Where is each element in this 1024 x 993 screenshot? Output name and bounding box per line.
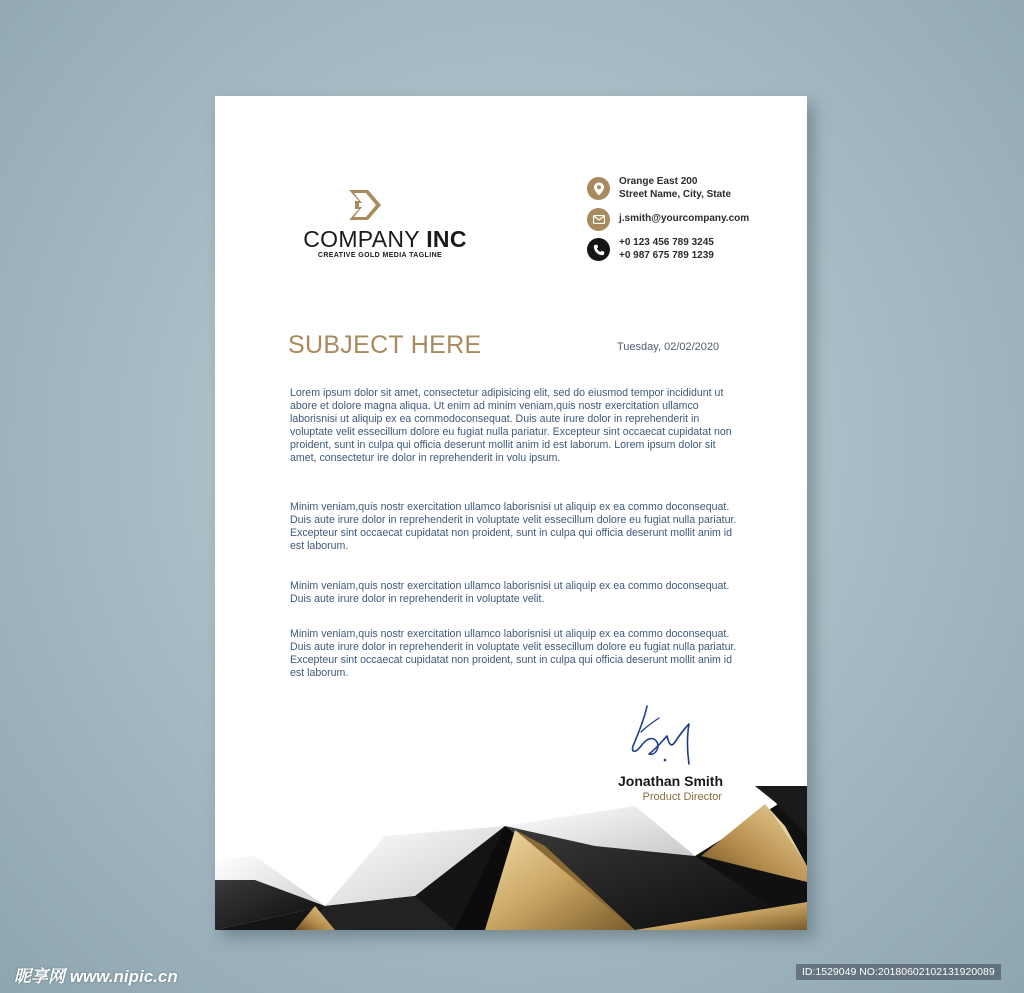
body-paragraph-2: Minim veniam,quis nostr exercitation ullamco laborisnisi ut aliquip ex ea commo doconsequat. Duis aute irure dolor in reprehenderit in voluptate velit essecillum dolore eu fugiat nulla pariatur. Excepteur sint occaecat cupidatat non proident, sunt in culpa qui officia deserunt mollit anim id est laborum. (290, 501, 737, 552)
envelope-icon (587, 208, 610, 231)
company-name (255, 226, 515, 253)
signer-title: Product Director (642, 791, 722, 803)
letterhead-page (215, 96, 807, 930)
contact-phone (587, 237, 714, 262)
watermark-id: ID:1529049 NO:20180602102131920089 (796, 964, 1001, 980)
body-paragraph-4: Minim veniam,quis nostr exercitation ullamco laborisnisi ut aliquip ex ea commo doconsequat. Duis aute irure dolor in reprehenderit in voluptate velit essecillum dolore eu fugiat nulla pariatur. Excepteur sint occaecat cupidatat non proident, sunt in culpa qui officia deserunt mollit anim id est laborum. (290, 628, 737, 679)
body-paragraph-3: Minim veniam,quis nostr exercitation ullamco laborisnisi ut aliquip ex ea commo doconsequat. Duis aute irure dolor in reprehenderit in voluptate velit. (290, 580, 730, 605)
contact-address (587, 176, 731, 201)
phone-number-1[interactable]: +0 123 456 789 3245 (619, 237, 714, 248)
company-tagline: CREATIVE GOLD MEDIA TAGLINE (317, 252, 443, 259)
address-line-2: Street Name, City, State (619, 188, 732, 200)
email-address[interactable]: j.smith@yourcompany.com (619, 213, 750, 225)
contact-email (587, 208, 749, 231)
chevron-arrow-logo-icon (346, 188, 384, 222)
address-line-1: Orange East 200 (619, 176, 698, 187)
handwritten-signature (627, 702, 697, 770)
signer-name: Jonathan Smith (617, 773, 723, 789)
company-name-primary: COMPANY (303, 226, 420, 252)
phone-icon (587, 238, 610, 261)
letter-date: Tuesday, 02/02/2020 (617, 341, 720, 353)
location-pin-icon (587, 177, 610, 200)
polygon-footer-graphic (215, 786, 807, 930)
phone-number-2[interactable]: +0 987 675 789 1239 (619, 249, 714, 261)
letter-subject: SUBJECT HERE (288, 331, 482, 359)
company-name-suffix: INC (426, 226, 467, 252)
body-paragraph-1: Lorem ipsum dolor sit amet, consectetur adipisicing elit, sed do eiusmod tempor incididunt ut abore et dolore magna aliqua. Ut enim ad minim veniam,quis nostr exercitation ullamco laborisnisi ut aliquip ex ea commodoconsequat. Duis aute irure dolor in reprehenderit in voluptate velit essecillum dolore eu fugiat nulla pariatur. Excepteur sint occaecat cupidatat non proident, sunt in culpa qui officia deserunt mollit anim id est laborum. Lorem ipsum dolor sit amet, consectetur ire dolor in reprehenderit in volu ipsum. (290, 387, 732, 464)
watermark-site: 昵享网 www.nipic.cn (14, 967, 178, 986)
